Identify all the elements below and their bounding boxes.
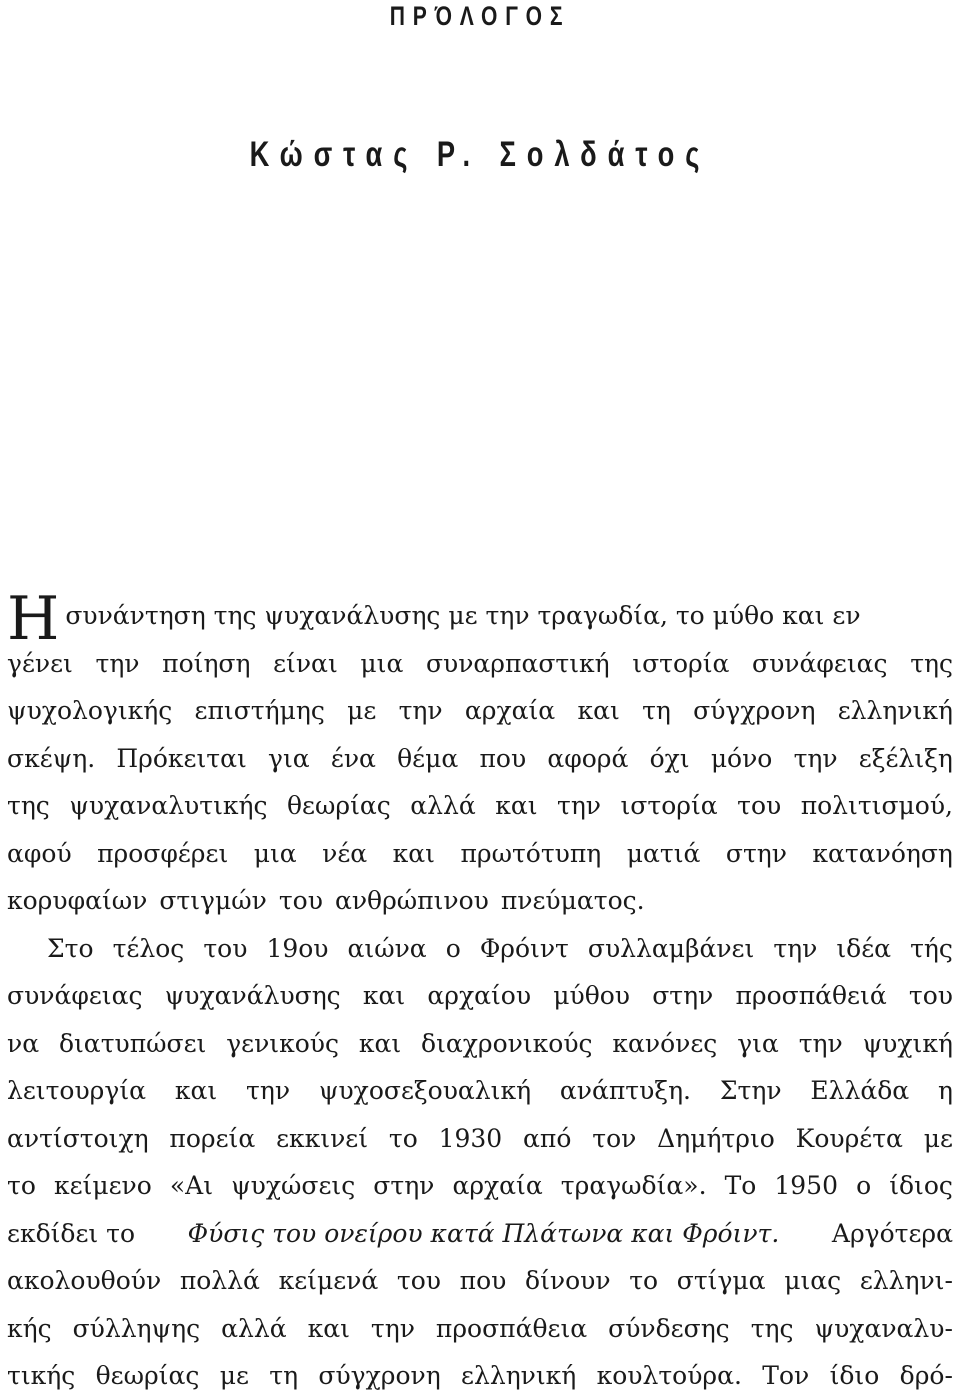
text-line-11: λειτουργία και την ψυχοσεξουαλική ανάπτυξη. Στην Ελλάδα η xyxy=(7,1076,953,1105)
text-line-16: κής σύλληψης αλλά και την προσπάθεια σύνδεσης της ψυχαναλυ- xyxy=(7,1313,953,1343)
text-line-13: το κείμενο «Αι ψυχώσεις στην αρχαία τραγωδία». Το 1950 ο ίδιος xyxy=(7,1171,953,1200)
text-line-3: ψυχολογικής επιστήμης με την αρχαία και τη σύγχρονη ελληνική xyxy=(7,696,953,725)
text-line-17: τικής θεωρίας με τη σύγχρονη ελληνική κουλτούρα. Τον ίδιο δρό- xyxy=(7,1361,953,1390)
section-title: ΠΡΌΛΟΓΟΣ xyxy=(389,1,571,31)
text-line-2: γένει την ποίηση είναι μια συναρπαστική ιστορία συνάφειας της xyxy=(7,648,953,678)
text-line-12: αντίστοιχη πορεία εκκινεί το 1930 από τον Δημήτριο Κουρέτα με xyxy=(7,1123,953,1153)
text-line-1 xyxy=(7,584,953,654)
text-line-6: αφού προσφέρει μια νέα και πρωτότυπη ματιά στην κατανόηση xyxy=(7,838,953,868)
text-line-9: συνάφειας ψυχανάλυσης και αρχαίου μύθου στην προσπάθειά του xyxy=(7,981,953,1010)
body-text xyxy=(7,584,953,1400)
drop-cap: Η xyxy=(7,584,60,654)
text-line-5: της ψυχαναλυτικής θεωρίας αλλά και την ιστορία του πολιτισμού, xyxy=(7,791,953,820)
text-line-14-end: Αργότερα xyxy=(831,1218,953,1248)
text-line-15: ακολουθούν πολλά κείμενά του που δίνουν το στίγμα μιας ελληνι- xyxy=(7,1266,953,1295)
text-line-10: να διατυπώσει γενικούς και διαχρονικούς κανόνες για την ψυχική xyxy=(7,1028,953,1058)
text-line-14-start: εκδίδει το xyxy=(7,1218,136,1248)
author-name: Κώστας Ρ. Σολδάτος xyxy=(249,135,711,174)
book-title-italic: Φύσις του ονείρου κατά Πλάτωνα και Φρόιντ. xyxy=(187,1218,780,1248)
text-line-4: σκέψη. Πρόκειται για ένα θέμα που αφορά όχι μόνο την εξέλιξη xyxy=(7,743,953,773)
text-line-14 xyxy=(7,1210,953,1258)
text-line-8: Στο τέλος του 19ου αιώνα ο Φρόιντ συλλαμβάνει την ιδέα τής xyxy=(47,933,953,963)
text-line-1-content: Ησυνάντηση της ψυχανάλυσης με την τραγωδία, το μύθο και εν xyxy=(7,584,861,654)
text-line-7: κορυφαίων στιγμών του ανθρώπινου πνεύματος. xyxy=(7,886,645,915)
